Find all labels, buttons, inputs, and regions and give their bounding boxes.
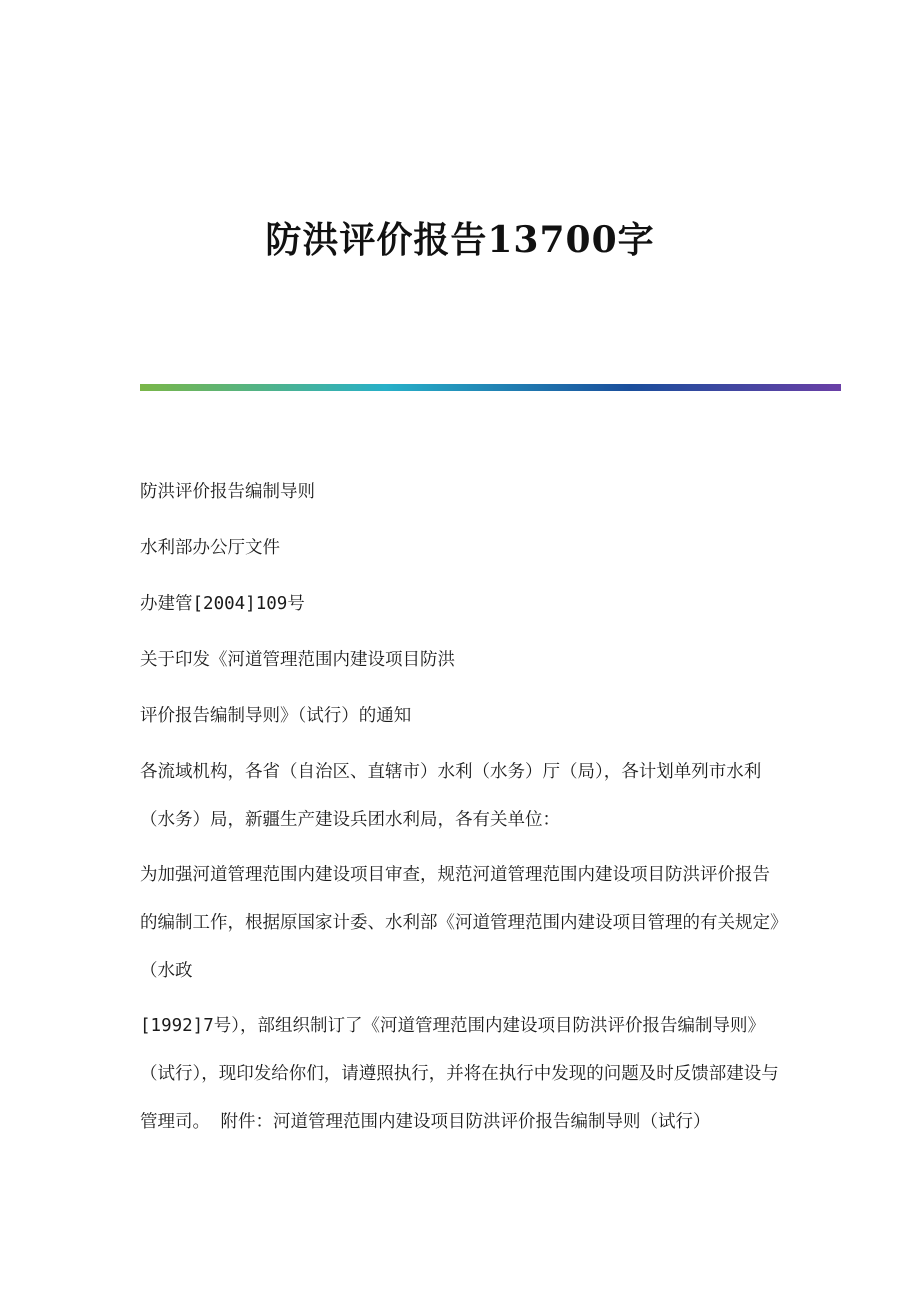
paragraph-doc-number: 办建管[2004]109号 — [140, 594, 305, 614]
document-title: 防洪评价报告13700字 — [265, 219, 655, 261]
paragraph-notice-title-1: 关于印发《河道管理范围内建设项目防洪 — [140, 650, 455, 670]
document-body — [140, 468, 780, 1146]
paragraph-recipients: 各流域机构，各省（自治区、直辖市）水利（水务）厅（局），各计划单列市水利（水务）局，新疆生产建设兵团水利局，各有关单位： — [140, 762, 762, 830]
paragraph-notice-title-2: 评价报告编制导则》（试行）的通知 — [140, 706, 412, 726]
paragraph-body-2: [1992]7号），部组织制订了《河道管理范围内建设项目防洪评价报告编制导则》（试行），现印发给你们，请遵照执行，并将在执行中发现的问题及时反馈部建设与管理司。 附件：河道管理范围内建设项目防洪评价报告编制导则（试行） — [140, 1016, 779, 1132]
paragraph-issuer: 水利部办公厅文件 — [140, 538, 280, 558]
gradient-divider — [140, 384, 841, 391]
paragraph-heading-guideline: 防洪评价报告编制导则 — [140, 482, 315, 502]
paragraph-body-1: 为加强河道管理范围内建设项目审查，规范河道管理范围内建设项目防洪评价报告的编制工作，根据原国家计委、水利部《河道管理范围内建设项目管理的有关规定》（水政 — [140, 865, 779, 981]
